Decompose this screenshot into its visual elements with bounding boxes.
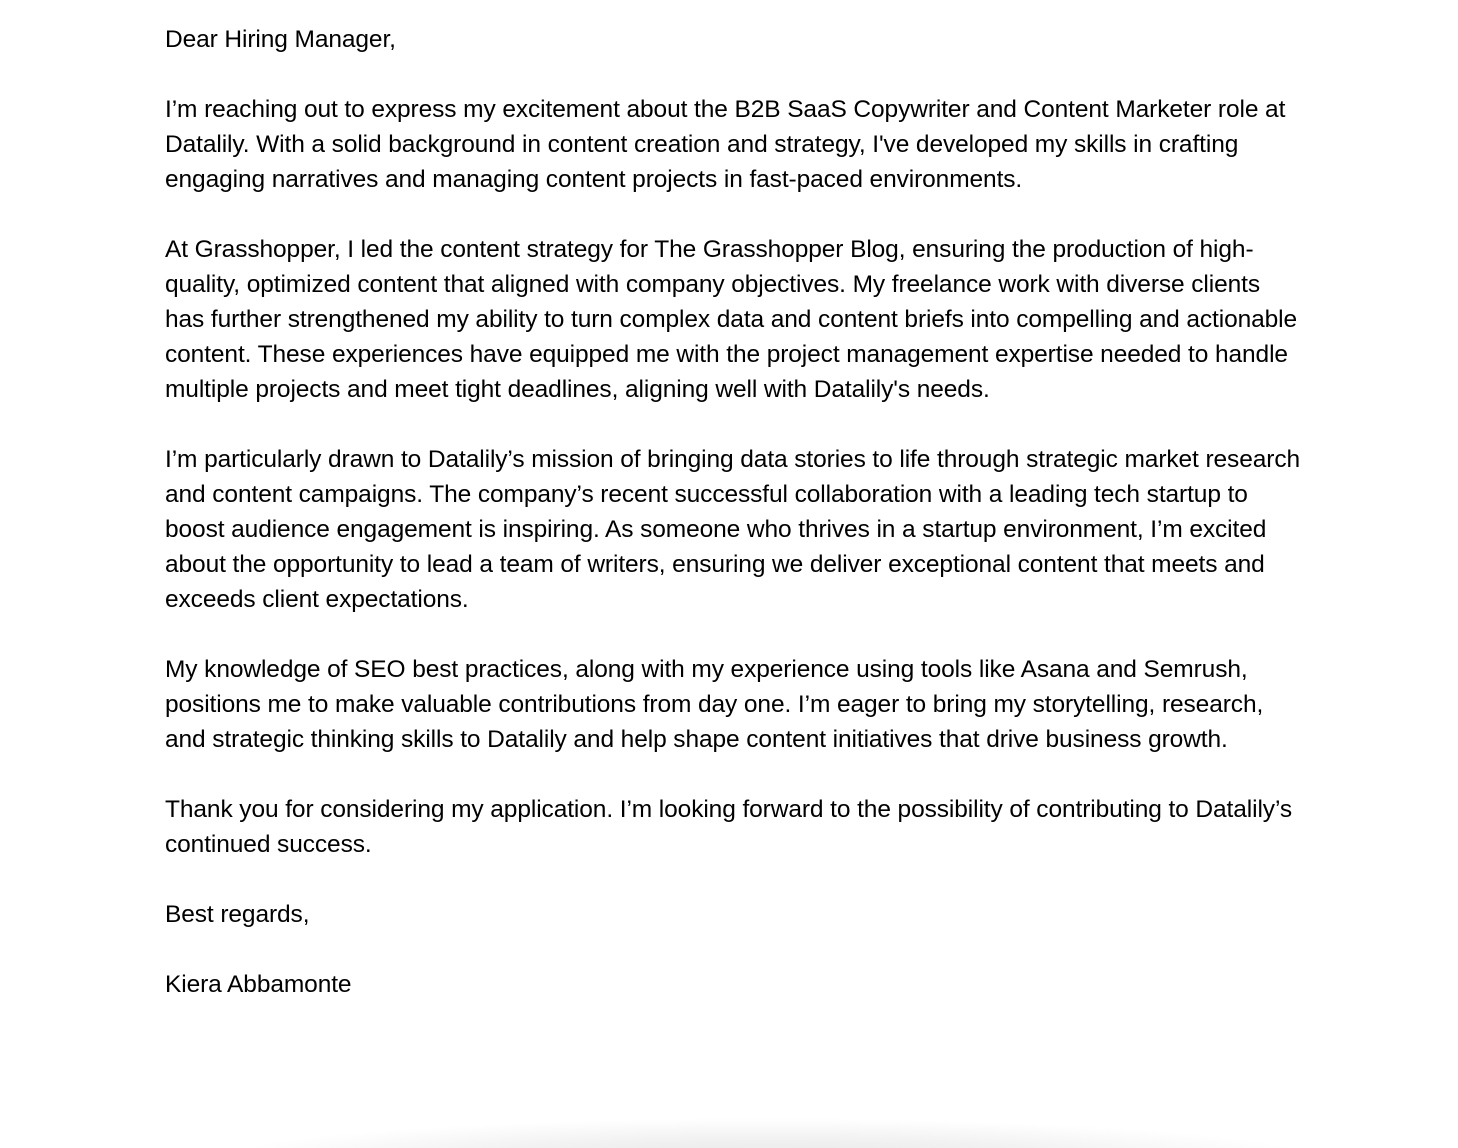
cover-letter <box>165 22 1300 1002</box>
signature: Kiera Abbamonte <box>165 971 352 998</box>
closing: Best regards, <box>165 901 310 928</box>
paragraph-intro: I’m reaching out to express my excitement about the B2B SaaS Copywriter and Content Marketer role at Datalily. With a solid background in content creation and strategy, I've developed my skills in crafting engaging narratives and managing content projects in fast-paced environments. <box>165 96 1286 193</box>
salutation: Dear Hiring Manager, <box>165 26 396 53</box>
paragraph-thanks: Thank you for considering my application. I’m looking forward to the possibility of contributing to Datalily’s continued success. <box>165 796 1292 858</box>
paragraph-skills: My knowledge of SEO best practices, along with my experience using tools like Asana and Semrush, positions me to make valuable contributions from day one. I’m eager to bring my storytelling, research, and strategic thinking skills to Datalily and help shape content initiatives that drive business growth. <box>165 656 1264 753</box>
paragraph-experience: At Grasshopper, I led the content strategy for The Grasshopper Blog, ensuring the production of high-quality, optimized content that aligned with company objectives. My freelance work with diverse clients has further strengthened my ability to turn complex data and content briefs into compelling and actionable content. These experiences have equipped me with the project management expertise needed to handle multiple projects and meet tight deadlines, aligning well with Datalily's needs. <box>165 236 1298 403</box>
paragraph-motivation: I’m particularly drawn to Datalily’s mission of bringing data stories to life through strategic market research and content campaigns. The company’s recent successful collaboration with a leading tech startup to boost audience engagement is inspiring. As someone who thrives in a startup environment, I’m excited about the opportunity to lead a team of writers, ensuring we deliver exceptional content that meets and exceeds client expectations. <box>165 446 1300 613</box>
page-edge-shadow <box>200 1118 1338 1148</box>
